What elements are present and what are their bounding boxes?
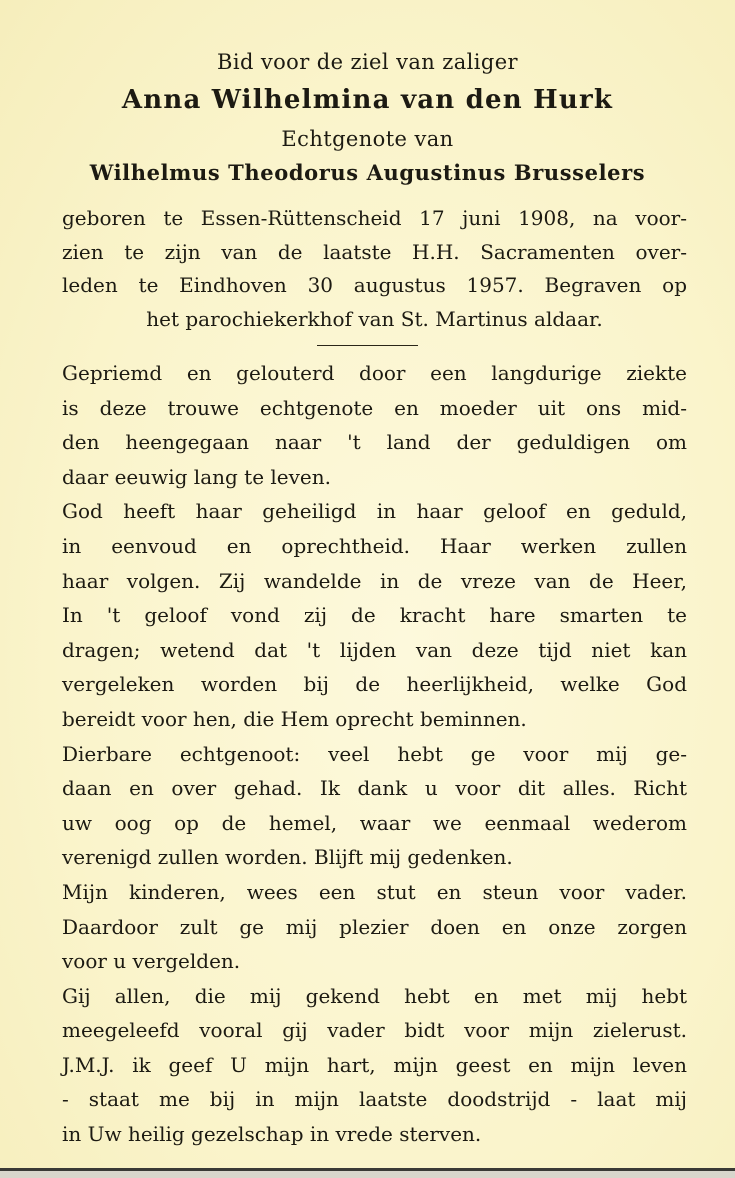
deceased-name: Anna Wilhelmina van den Hurk (121, 85, 614, 115)
text-line: Gepriemd en gelouterd door een langdurige ziekte (62, 361, 687, 385)
text-line: vergeleken worden bij de heerlijkheid, welke God (62, 672, 687, 697)
card-bottom-edge (0, 1168, 735, 1178)
text-line: meegeleefd vooral gij vader bidt voor mijn zielerust. (62, 1018, 687, 1043)
bio-line: leden te Eindhoven 30 augustus 1957. Begraven op (62, 273, 687, 298)
text-line: uw oog op de hemel, waar we eenmaal wederom (62, 810, 687, 835)
bio-line: geboren te Essen-Rüttenscheid 17 juni 1908, na voor- (62, 206, 687, 230)
text-line: is deze trouwe echtgenote en moeder uit ons mid- (62, 395, 687, 420)
prayer-intro: Bid voor de ziel van zaliger (217, 50, 518, 74)
text-line: Dierbare echtgenoot: veel hebt ge voor mij ge- (62, 741, 687, 766)
text-line: J.M.J. ik geef U mijn hart, mijn geest en mijn leven (62, 1052, 687, 1077)
bio-line: zien te zijn van de laatste H.H. Sacramenten over- (62, 239, 687, 264)
memorial-text (62, 356, 687, 1152)
text-line: den heengegaan naar 't land der geduldigen om (62, 430, 687, 455)
text-line: bereidt voor hen, die Hem oprecht beminnen. (62, 706, 527, 731)
text-line: voor u vergelden. (62, 949, 241, 974)
section-divider (317, 345, 418, 346)
text-line: daar eeuwig lang te leven. (62, 464, 331, 489)
spouse-label: Echtgenote van (281, 127, 454, 151)
spouse-name: Wilhelmus Theodorus Augustinus Brusselers (89, 160, 646, 185)
text-line: Gij allen, die mij gekend hebt en met mij hebt (62, 983, 687, 1008)
text-line: God heeft haar geheiligd in haar geloof en geduld, (62, 499, 687, 524)
biography-paragraph (62, 202, 687, 337)
text-line: verenigd zullen worden. Blijft mij gedenken. (62, 845, 513, 870)
text-line: haar volgen. Zij wandelde in de vreze van de Heer, (62, 568, 687, 593)
text-line: in Uw heilig gezelschap in vrede sterven. (62, 1122, 482, 1147)
text-line: daan en over gehad. Ik dank u voor dit alles. Richt (62, 776, 687, 801)
text-line: dragen; wetend dat 't lijden van deze tijd niet kan (62, 637, 687, 662)
bio-line: het parochiekerkhof van St. Martinus aldaar. (146, 307, 603, 332)
text-line: in eenvoud en oprechtheid. Haar werken zullen (62, 533, 687, 558)
text-line: Daardoor zult ge mij plezier doen en onze zorgen (62, 914, 687, 939)
text-line: - staat me bij in mijn laatste doodstrijd - laat mij (62, 1087, 687, 1112)
text-line: In 't geloof vond zij de kracht hare smarten te (62, 603, 687, 628)
text-line: Mijn kinderen, wees een stut en steun voor vader. (62, 879, 687, 904)
